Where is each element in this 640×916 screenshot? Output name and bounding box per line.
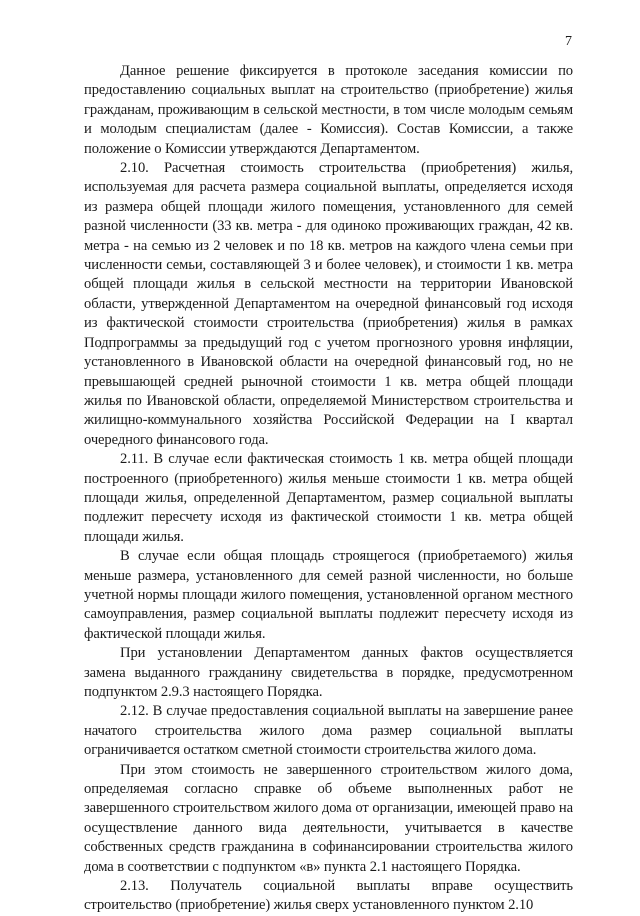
paragraph: Данное решение фиксируется в протоколе заседания комиссии по предоставлению социальных выплат на строительство (приобретение) жилья гражданам, проживающим в сельской местности, в том числе молодым семьям и молодым специалистам (далее - Комиссия). Состав Комиссии, а также положение о Комиссии утверждаются Департаментом. <box>84 63 573 157</box>
paragraph: При установлении Департаментом данных фактов осуществляется замена выданного гражданину свидетельства в порядке, предусмотренном подпунктом 2.9.3 настоящего Порядка. <box>84 645 573 700</box>
paragraph: 2.11. В случае если фактическая стоимость 1 кв. метра общей площади построенного (приобретенного) жилья меньше стоимости 1 кв. метра общей площади жилья, определенной Департаментом, размер социальной выплаты подлежит пересчету исходя из фактической стоимости 1 кв. метра общей площади жилья. <box>84 451 573 545</box>
paragraph: В случае если общая площадь строящегося (приобретаемого) жилья меньше размера, установленного для семей разной численности, но больше учетной нормы площади жилого помещения, установленной органом местного самоуправления, размер социальной выплаты подлежит пересчету исходя из фактической площади жилья. <box>84 548 573 642</box>
paragraph: 2.13. Получатель социальной выплаты вправе осуществить строительство (приобретение) жилья сверх установленного пунктом 2.10 <box>84 878 573 914</box>
paragraph: При этом стоимость не завершенного строительством жилого дома, определяемая согласно справке об объеме выполненных работ не завершенного строительством жилого дома от организации, имеющей право на осуществление данного вида деятельности, учитывается в качестве собственных средств гражданина в софинансировании строительства жилого дома в соответствии с подпунктом «в» пункта 2.1 настоящего Порядка. <box>84 761 573 875</box>
paragraph: 2.10. Расчетная стоимость строительства (приобретения) жилья, используемая для расчета размера социальной выплаты, определяется исходя из размера общей площади жилого помещения, установленного для семей разной численности (33 кв. метра - для одиноко проживающих граждан, 42 кв. метра - на семью из 2 человек и по 18 кв. метров на каждого члена семьи при численности семьи, составляющей 3 и более человек), и стоимости 1 кв. метра общей площади жилья в сельской местности на территории Ивановской области, утвержденной Департаментом на очередной финансовый год исходя из фактической стоимости строительства (приобретения) жилья в рамках Подпрограммы за предыдущий год с учетом прогнозного уровня инфляции, установленного в Ивановской области на очередной финансовый год, но не превышающей средней рыночной стоимости 1 кв. метра общей площади жилья по Ивановской области, определяемой Министерством строительства и жилищно-коммунального хозяйства Российской Федерации на I квартал очередного финансового года. <box>84 160 573 448</box>
paragraph: 2.12. В случае предоставления социальной выплаты на завершение ранее начатого строительства жилого дома размер социальной выплаты ограничивается остатком сметной стоимости строительства жилого дома. <box>84 703 573 759</box>
page-number: 7 <box>565 34 572 49</box>
document-body <box>84 62 573 916</box>
